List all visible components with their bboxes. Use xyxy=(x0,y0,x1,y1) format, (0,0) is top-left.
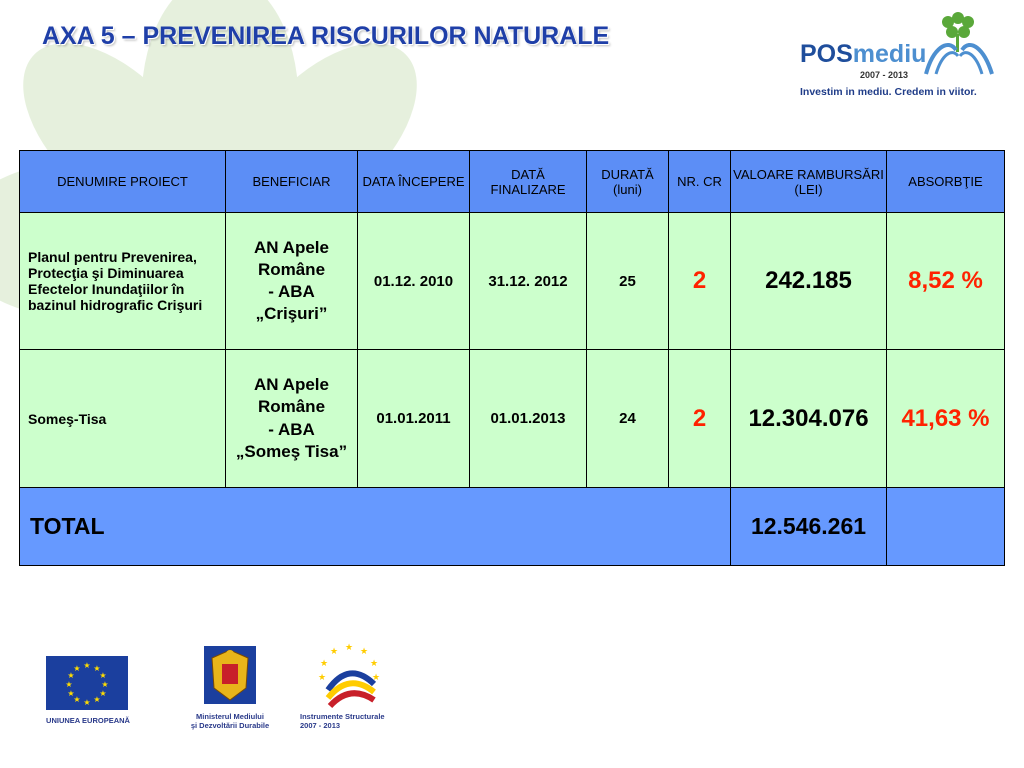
header-nr-cr: NR. CR xyxy=(669,151,731,213)
svg-text:★: ★ xyxy=(99,689,107,698)
cell-project-name: Planul pentru Prevenirea, Protecţia şi Diminuarea Efectelor Inundaţiilor în bazinul hidrografic Crişuri xyxy=(20,213,226,350)
svg-text:★: ★ xyxy=(83,661,91,670)
svg-text:★: ★ xyxy=(93,695,101,704)
table-row xyxy=(20,350,1005,487)
svg-text:★: ★ xyxy=(319,659,329,669)
cell-absorption: 8,52 % xyxy=(887,213,1005,350)
svg-text:★: ★ xyxy=(99,671,107,680)
logo-word-pos: POS xyxy=(800,40,853,68)
header-absorption: ABSORBŢIE xyxy=(887,151,1005,213)
svg-text:★: ★ xyxy=(329,647,339,657)
posmediu-wordmark xyxy=(800,40,926,69)
cell-value: 242.185 xyxy=(731,213,887,350)
header-duration: DURATĂ (luni) xyxy=(587,151,669,213)
flower-hands-icon xyxy=(918,8,998,78)
instruments-caption xyxy=(300,712,400,730)
cell-absorption: 41,63 % xyxy=(887,350,1005,487)
cell-nr-cr: 2 xyxy=(669,213,731,350)
cell-value: 12.304.076 xyxy=(731,350,887,487)
svg-text:★: ★ xyxy=(83,698,91,707)
logo-word-mediu: mediu xyxy=(852,40,927,68)
header-end-date: DATĂ FINALIZARE xyxy=(470,151,587,213)
eu-flag-icon xyxy=(46,656,128,710)
page-title: AXA 5 – PREVENIREA RISCURILOR NATURALE xyxy=(42,22,610,50)
svg-text:★: ★ xyxy=(93,664,101,673)
logo-tagline: Investim in mediu. Credem in viitor. xyxy=(800,86,977,98)
header-start-date: DATA ÎNCEPERE xyxy=(358,151,470,213)
cell-beneficiary xyxy=(226,350,358,487)
svg-text:★: ★ xyxy=(101,680,109,689)
posmediu-logo xyxy=(800,8,1000,98)
cell-duration: 24 xyxy=(587,350,669,487)
ministry-caption xyxy=(178,712,282,730)
table-row xyxy=(20,213,1005,350)
ministry-caption-line: şi Dezvoltării Durabile xyxy=(190,721,270,730)
table-header-row xyxy=(20,151,1005,213)
total-value: 12.546.261 xyxy=(731,487,887,565)
logo-years: 2007 - 2013 xyxy=(860,70,909,80)
cell-beneficiary xyxy=(226,213,358,350)
svg-text:★: ★ xyxy=(73,664,81,673)
ministry-caption-line: Ministerul Mediului xyxy=(196,712,264,721)
eu-caption: UNIUNEA EUROPEANĂ xyxy=(46,716,130,725)
total-label: TOTAL xyxy=(20,487,731,565)
cell-duration: 25 xyxy=(587,213,669,350)
cell-project-name: Someş-Tisa xyxy=(20,350,226,487)
svg-text:★: ★ xyxy=(344,643,354,653)
romania-coat-of-arms-icon xyxy=(202,644,258,706)
svg-text:★: ★ xyxy=(67,689,75,698)
cell-end-date: 01.01.2013 xyxy=(470,350,587,487)
beneficiary-line: AN Apele Române xyxy=(254,375,329,417)
instruments-caption-line: 2007 - 2013 xyxy=(300,721,341,730)
svg-text:★: ★ xyxy=(73,695,81,704)
cell-start-date: 01.01.2011 xyxy=(358,350,470,487)
header-value: VALOARE RAMBURSĂRI (LEI) xyxy=(731,151,887,213)
cell-nr-cr: 2 xyxy=(669,350,731,487)
beneficiary-line: AN Apele Române xyxy=(254,238,329,280)
beneficiary-line: „Someş Tisa” xyxy=(235,441,348,461)
svg-text:★: ★ xyxy=(371,673,381,683)
cell-start-date: 01.12. 2010 xyxy=(358,213,470,350)
svg-text:★: ★ xyxy=(369,659,379,669)
total-absorption-empty xyxy=(887,487,1005,565)
total-row xyxy=(20,487,1005,565)
header-beneficiary: BENEFICIAR xyxy=(226,151,358,213)
projects-table xyxy=(19,150,1005,566)
svg-text:★: ★ xyxy=(359,647,369,657)
beneficiary-line: „Crişuri” xyxy=(255,304,328,324)
beneficiary-line: - ABA xyxy=(268,419,315,439)
svg-text:★: ★ xyxy=(65,680,73,689)
cell-end-date: 31.12. 2012 xyxy=(470,213,587,350)
instruments-caption-line: Instrumente Structurale xyxy=(300,712,385,721)
svg-text:★: ★ xyxy=(67,671,75,680)
header-project-name: DENUMIRE PROIECT xyxy=(20,151,226,213)
beneficiary-line: - ABA xyxy=(268,282,315,302)
structural-instruments-logo-icon xyxy=(314,640,384,710)
svg-text:★: ★ xyxy=(317,673,327,683)
